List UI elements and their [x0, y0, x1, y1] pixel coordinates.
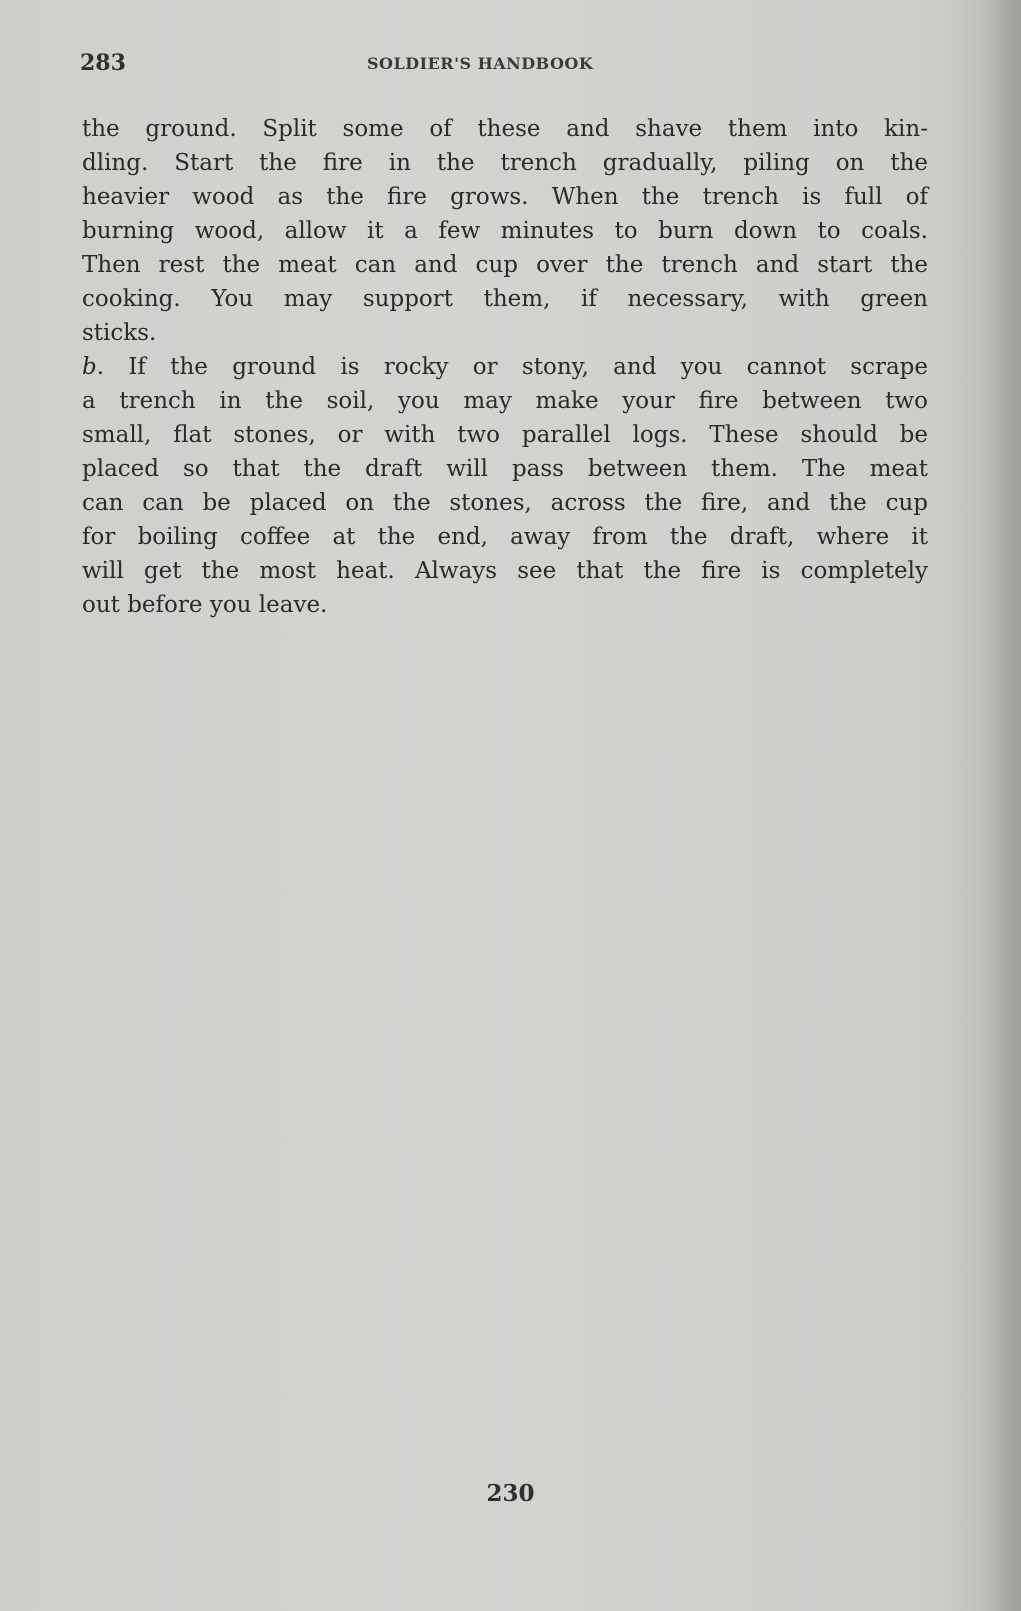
running-title: SOLDIER'S HANDBOOK [367, 54, 594, 73]
text-line: Then rest the meat can and cup over the trench and start the [82, 252, 928, 278]
text-line: cooking. You may support them, if necessary, with green [82, 286, 928, 312]
text-line: heavier wood as the fire grows. When the trench is full of [82, 184, 928, 210]
text-line: a trench in the soil, you may make your fire between two [82, 388, 928, 414]
text-line: out before you leave. [82, 592, 328, 618]
text-line: the ground. Split some of these and shave them into kin- [82, 116, 928, 142]
text-line: for boiling coffee at the end, away from the draft, where it [82, 524, 928, 550]
text-line: can can be placed on the stones, across the fire, and the cup [82, 490, 928, 516]
text-line: sticks. [82, 320, 157, 346]
paragraph-b [82, 350, 928, 622]
page-edge-shadow [981, 0, 1021, 1611]
text-line: small, flat stones, or with two parallel logs. These should be [82, 422, 928, 448]
text-line-rest: If the ground is rocky or stony, and you cannot scrape [104, 354, 928, 380]
footer-folio: 230 [486, 1480, 535, 1507]
text-line: dling. Start the fire in the trench gradually, piling on the [82, 150, 928, 176]
body-text [82, 112, 928, 622]
paragraph-label: b. [82, 354, 105, 380]
running-head [80, 50, 930, 84]
text-line [82, 350, 928, 384]
header-page-number: 283 [80, 50, 126, 76]
paragraph-a [82, 112, 928, 350]
text-line: placed so that the draft will pass between them. The meat [82, 456, 928, 482]
text-line: will get the most heat. Always see that the fire is completely [82, 558, 928, 584]
text-line: burning wood, allow it a few minutes to burn down to coals. [82, 218, 928, 244]
